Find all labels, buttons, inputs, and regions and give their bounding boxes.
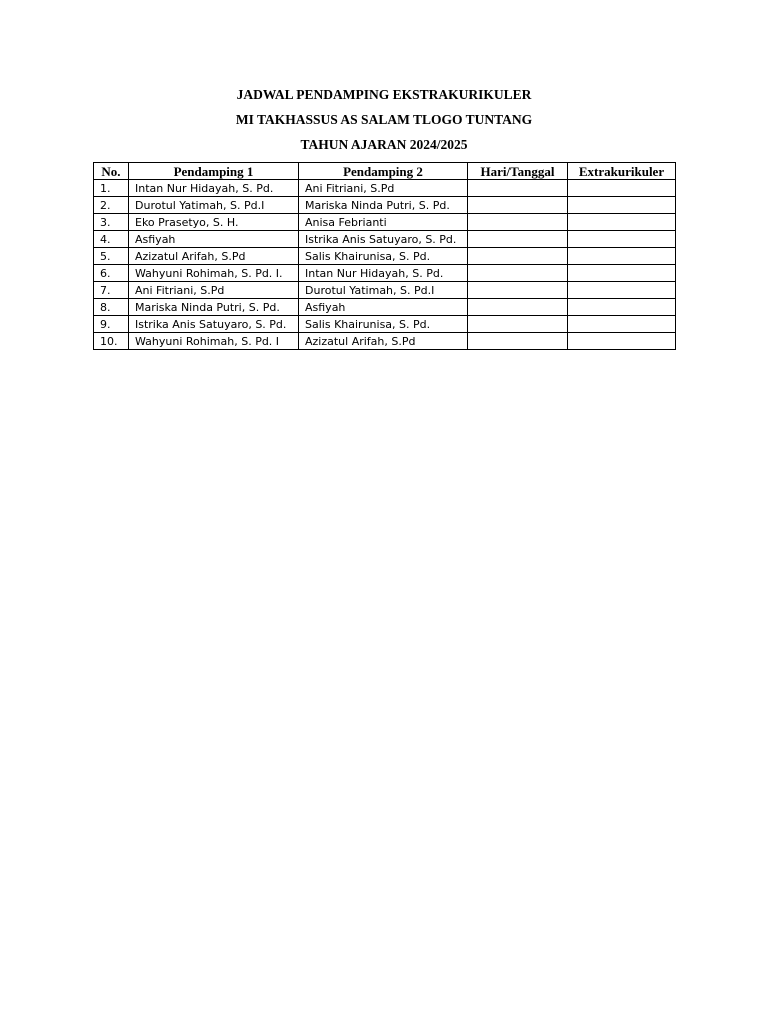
header-hari-tanggal: Hari/Tanggal (468, 163, 568, 180)
cell-extrakurikuler (568, 231, 676, 248)
cell-no: 3. (94, 214, 129, 231)
table-row (94, 299, 676, 316)
table-row (94, 333, 676, 350)
cell-hari-tanggal (468, 299, 568, 316)
cell-pendamping-2: Durotul Yatimah, S. Pd.I (299, 282, 468, 299)
cell-pendamping-1: Wahyuni Rohimah, S. Pd. I (129, 333, 299, 350)
table-row (94, 265, 676, 282)
table-row (94, 180, 676, 197)
table-row (94, 197, 676, 214)
table-row (94, 231, 676, 248)
cell-no: 2. (94, 197, 129, 214)
cell-pendamping-1: Durotul Yatimah, S. Pd.I (129, 197, 299, 214)
cell-no: 1. (94, 180, 129, 197)
header-pendamping-1: Pendamping 1 (129, 163, 299, 180)
cell-no: 5. (94, 248, 129, 265)
table-row (94, 282, 676, 299)
cell-extrakurikuler (568, 265, 676, 282)
cell-pendamping-2: Salis Khairunisa, S. Pd. (299, 316, 468, 333)
header-extrakurikuler: Extrakurikuler (568, 163, 676, 180)
document-title: JADWAL PENDAMPING EKSTRAKURIKULER (236, 87, 532, 102)
cell-hari-tanggal (468, 316, 568, 333)
cell-hari-tanggal (468, 197, 568, 214)
cell-hari-tanggal (468, 265, 568, 282)
cell-hari-tanggal (468, 333, 568, 350)
cell-pendamping-1: Mariska Ninda Putri, S. Pd. (129, 299, 299, 316)
cell-pendamping-2: Salis Khairunisa, S. Pd. (299, 248, 468, 265)
cell-hari-tanggal (468, 180, 568, 197)
cell-hari-tanggal (468, 214, 568, 231)
header-pendamping-2: Pendamping 2 (299, 163, 468, 180)
cell-pendamping-2: Mariska Ninda Putri, S. Pd. (299, 197, 468, 214)
header-no: No. (94, 163, 129, 180)
cell-extrakurikuler (568, 299, 676, 316)
schedule-table (93, 162, 676, 350)
cell-extrakurikuler (568, 282, 676, 299)
cell-no: 10. (94, 333, 129, 350)
cell-pendamping-2: Istrika Anis Satuyaro, S. Pd. (299, 231, 468, 248)
cell-hari-tanggal (468, 248, 568, 265)
cell-no: 8. (94, 299, 129, 316)
cell-pendamping-2: Asfiyah (299, 299, 468, 316)
cell-extrakurikuler (568, 197, 676, 214)
cell-hari-tanggal (468, 282, 568, 299)
cell-pendamping-2: Ani Fitriani, S.Pd (299, 180, 468, 197)
cell-pendamping-1: Asfiyah (129, 231, 299, 248)
cell-pendamping-1: Intan Nur Hidayah, S. Pd. (129, 180, 299, 197)
table-row (94, 316, 676, 333)
cell-no: 6. (94, 265, 129, 282)
academic-year: TAHUN AJARAN 2024/2025 (300, 137, 468, 152)
cell-no: 4. (94, 231, 129, 248)
school-name: MI TAKHASSUS AS SALAM TLOGO TUNTANG (235, 112, 533, 127)
cell-pendamping-2: Anisa Febrianti (299, 214, 468, 231)
table-header-row (94, 163, 676, 180)
cell-extrakurikuler (568, 214, 676, 231)
cell-pendamping-1: Wahyuni Rohimah, S. Pd. I. (129, 265, 299, 282)
cell-no: 9. (94, 316, 129, 333)
cell-extrakurikuler (568, 248, 676, 265)
cell-pendamping-1: Eko Prasetyo, S. H. (129, 214, 299, 231)
cell-pendamping-1: Istrika Anis Satuyaro, S. Pd. (129, 316, 299, 333)
cell-no: 7. (94, 282, 129, 299)
table-row (94, 248, 676, 265)
cell-hari-tanggal (468, 231, 568, 248)
cell-pendamping-1: Azizatul Arifah, S.Pd (129, 248, 299, 265)
cell-pendamping-2: Intan Nur Hidayah, S. Pd. (299, 265, 468, 282)
cell-pendamping-1: Ani Fitriani, S.Pd (129, 282, 299, 299)
table-row (94, 214, 676, 231)
cell-extrakurikuler (568, 333, 676, 350)
cell-pendamping-2: Azizatul Arifah, S.Pd (299, 333, 468, 350)
cell-extrakurikuler (568, 316, 676, 333)
cell-extrakurikuler (568, 180, 676, 197)
